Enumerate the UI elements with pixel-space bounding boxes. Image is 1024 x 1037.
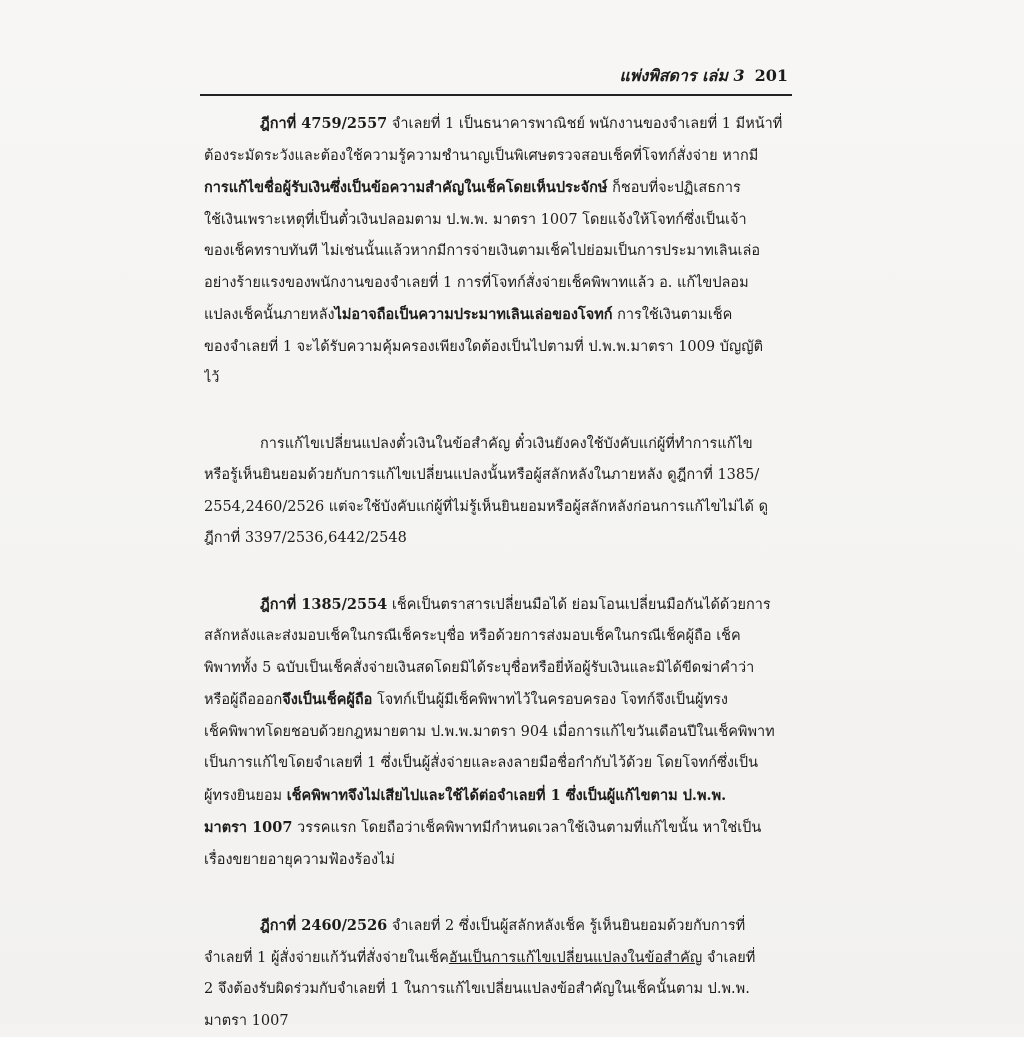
paragraph-gap — [204, 555, 784, 589]
paragraph-gap — [204, 876, 784, 910]
text-line — [204, 845, 784, 877]
text-line — [204, 1006, 784, 1037]
bold-text: การแก้ไขชื่อผู้รับเงินซึ่งเป็นข้อความสำคัญในเช็คโดยเห็นประจักษ์ — [204, 179, 607, 196]
plain-text: โจทก์เป็นผู้มีเช็คพิพาทไว้ในครอบครอง โจทก์จึงเป็นผู้ทรง — [372, 692, 728, 708]
text-line — [204, 492, 784, 524]
header-rule — [200, 94, 792, 96]
plain-text: ไว้ — [204, 370, 219, 386]
plain-text: วรรคแรก โดยถือว่าเช็คพิพาทมีกำหนดเวลาใช้เงินตามที่แก้ไขนั้น หาใช่เป็น — [292, 820, 761, 836]
text-line — [204, 205, 784, 237]
text-line — [204, 108, 784, 141]
text-line — [204, 621, 784, 653]
paragraph-gap — [204, 395, 784, 429]
bold-text: ฎีกาที่ 1385/2554 — [260, 596, 387, 613]
underlined-text: อันเป็นการแก้ไขเปลี่ยนแปลงในข้อสำคัญ — [449, 950, 702, 966]
text-line — [204, 141, 784, 173]
book-title: แพ่งพิสดาร เล่ม 3 — [620, 66, 745, 85]
text-line — [204, 460, 784, 492]
plain-text: เป็นการแก้ไขโดยจำเลยที่ 1 ซึ่งเป็นผู้สั่งจ่ายและลงลายมือชื่อกำกับไว้ด้วย โดยโจทก์ซึ่งเป็น — [204, 755, 758, 771]
plain-text: หรือรู้เห็นยินยอมด้วยกับการแก้ไขเปลี่ยนแปลงนั้นหรือผู้สลักหลังในภายหลัง ดูฎีกาที่ 1385/ — [204, 467, 759, 483]
plain-text: หรือผู้ถือออก — [204, 692, 282, 708]
paragraph — [204, 108, 784, 395]
text-line — [204, 653, 784, 685]
plain-text: 2554,2460/2526 แต่จะใช้บังคับแก่ผู้ที่ไม่รู้เห็นยินยอมหรือผู้สลักหลังก่อนการแก้ไขไม่ได้ ดู — [204, 499, 768, 515]
text-line — [204, 780, 784, 813]
plain-text: จำเลยที่ 1 เป็นธนาคารพาณิชย์ พนักงานของจำเลยที่ 1 มีหน้าที่ — [387, 116, 782, 132]
plain-text: อย่างร้ายแรงของพนักงานของจำเลยที่ 1 การที่โจทก์สั่งจ่ายเช็คพิพาทแล้ว อ. แก้ไขปลอม — [204, 275, 749, 291]
page-body — [204, 108, 784, 1037]
plain-text: จำเลยที่ — [702, 950, 755, 966]
text-line — [204, 172, 784, 205]
plain-text: ฎีกาที่ 3397/2536,6442/2548 — [204, 530, 407, 546]
plain-text: มาตรา 1007 — [204, 1013, 289, 1029]
text-line — [204, 299, 784, 332]
text-line — [204, 748, 784, 780]
plain-text: เช็คเป็นตราสารเปลี่ยนมือได้ ย่อมโอนเปลี่ยนมือกันได้ด้วยการ — [387, 597, 770, 613]
text-line — [204, 684, 784, 717]
bold-text: ฎีกาที่ 2460/2526 — [260, 917, 387, 934]
plain-text: เช็คพิพาทโดยชอบด้วยกฎหมายตาม ป.พ.พ.มาตรา 904 เมื่อการแก้ไขวันเดือนปีในเช็คพิพาท — [204, 724, 775, 740]
plain-text: พิพาททั้ง 5 ฉบับเป็นเช็คสั่งจ่ายเงินสดโดยมิได้ระบุชื่อหรือยี่ห้อผู้รับเงินและมิได้ขีดฆ่าคำว่า — [204, 660, 754, 676]
text-line — [204, 717, 784, 749]
text-line — [204, 268, 784, 300]
plain-text: สลักหลังและส่งมอบเช็คในกรณีเช็คระบุชื่อ หรือด้วยการส่งมอบเช็คในกรณีเช็คผู้ถือ เช็ค — [204, 628, 741, 644]
paragraph — [204, 429, 784, 555]
plain-text: แปลงเช็คนั้นภายหลัง — [204, 307, 335, 323]
bold-text: ไม่อาจถือเป็นความประมาทเลินเล่อของโจทก์ — [335, 306, 613, 323]
text-line — [204, 429, 784, 461]
bold-text: มาตรา 1007 — [204, 819, 292, 836]
page-number: 201 — [755, 66, 788, 85]
bold-text: ฎีกาที่ 4759/2557 — [260, 115, 387, 132]
paragraph — [204, 589, 784, 877]
plain-text: ของเช็คทราบทันที ไม่เช่นนั้นแล้วหากมีการจ่ายเงินตามเช็คไปย่อมเป็นการประมาทเลินเล่อ — [204, 243, 760, 259]
plain-text: การใช้เงินตามเช็ค — [613, 307, 733, 323]
plain-text: จำเลยที่ 1 ผู้สั่งจ่ายแก้วันที่สั่งจ่ายในเช็ค — [204, 950, 449, 966]
plain-text: 2 จึงต้องรับผิดร่วมกับจำเลยที่ 1 ในการแก้ไขเปลี่ยนแปลงข้อสำคัญในเช็คนั้นตาม ป.พ.พ. — [204, 981, 750, 997]
text-line — [204, 523, 784, 555]
text-line — [204, 589, 784, 622]
paragraph — [204, 910, 784, 1037]
plain-text: ผู้ทรงยินยอม — [204, 788, 287, 804]
plain-text: จำเลยที่ 2 ซึ่งเป็นผู้สลักหลังเช็ค รู้เห็นยินยอมด้วยกับการที่ — [387, 918, 745, 934]
plain-text: ต้องระมัดระวังและต้องใช้ความรู้ความชำนาญเป็นพิเศษตรวจสอบเช็คที่โจทก์สั่งจ่าย หากมี — [204, 148, 758, 164]
running-header — [200, 64, 788, 94]
text-line — [204, 910, 784, 943]
text-line — [204, 812, 784, 845]
text-line — [204, 943, 784, 975]
plain-text: การแก้ไขเปลี่ยนแปลงตั๋วเงินในข้อสำคัญ ตั๋วเงินยังคงใช้บังคับแก่ผู้ที่ทำการแก้ไข — [260, 436, 753, 452]
plain-text: เรื่องขยายอายุความฟ้องร้องไม่ — [204, 852, 395, 868]
bold-text: เช็คพิพาทจึงไม่เสียไปและใช้ได้ต่อจำเลยที่ 1 ซึ่งเป็นผู้แก้ไขตาม ป.พ.พ. — [287, 787, 726, 804]
plain-text: ก็ชอบที่จะปฏิเสธการ — [607, 180, 740, 196]
text-line — [204, 236, 784, 268]
text-line — [204, 363, 784, 395]
plain-text: ใช้เงินเพราะเหตุที่เป็นตั๋วเงินปลอมตาม ป.พ.พ. มาตรา 1007 โดยแจ้งให้โจทก์ซึ่งเป็นเจ้า — [204, 212, 747, 228]
text-line — [204, 974, 784, 1006]
text-line — [204, 332, 784, 364]
bold-text: จึงเป็นเช็คผู้ถือ — [282, 691, 372, 708]
plain-text: ของจำเลยที่ 1 จะได้รับความคุ้มครองเพียงใดต้องเป็นไปตามที่ ป.พ.พ.มาตรา 1009 บัญญัติ — [204, 339, 763, 355]
